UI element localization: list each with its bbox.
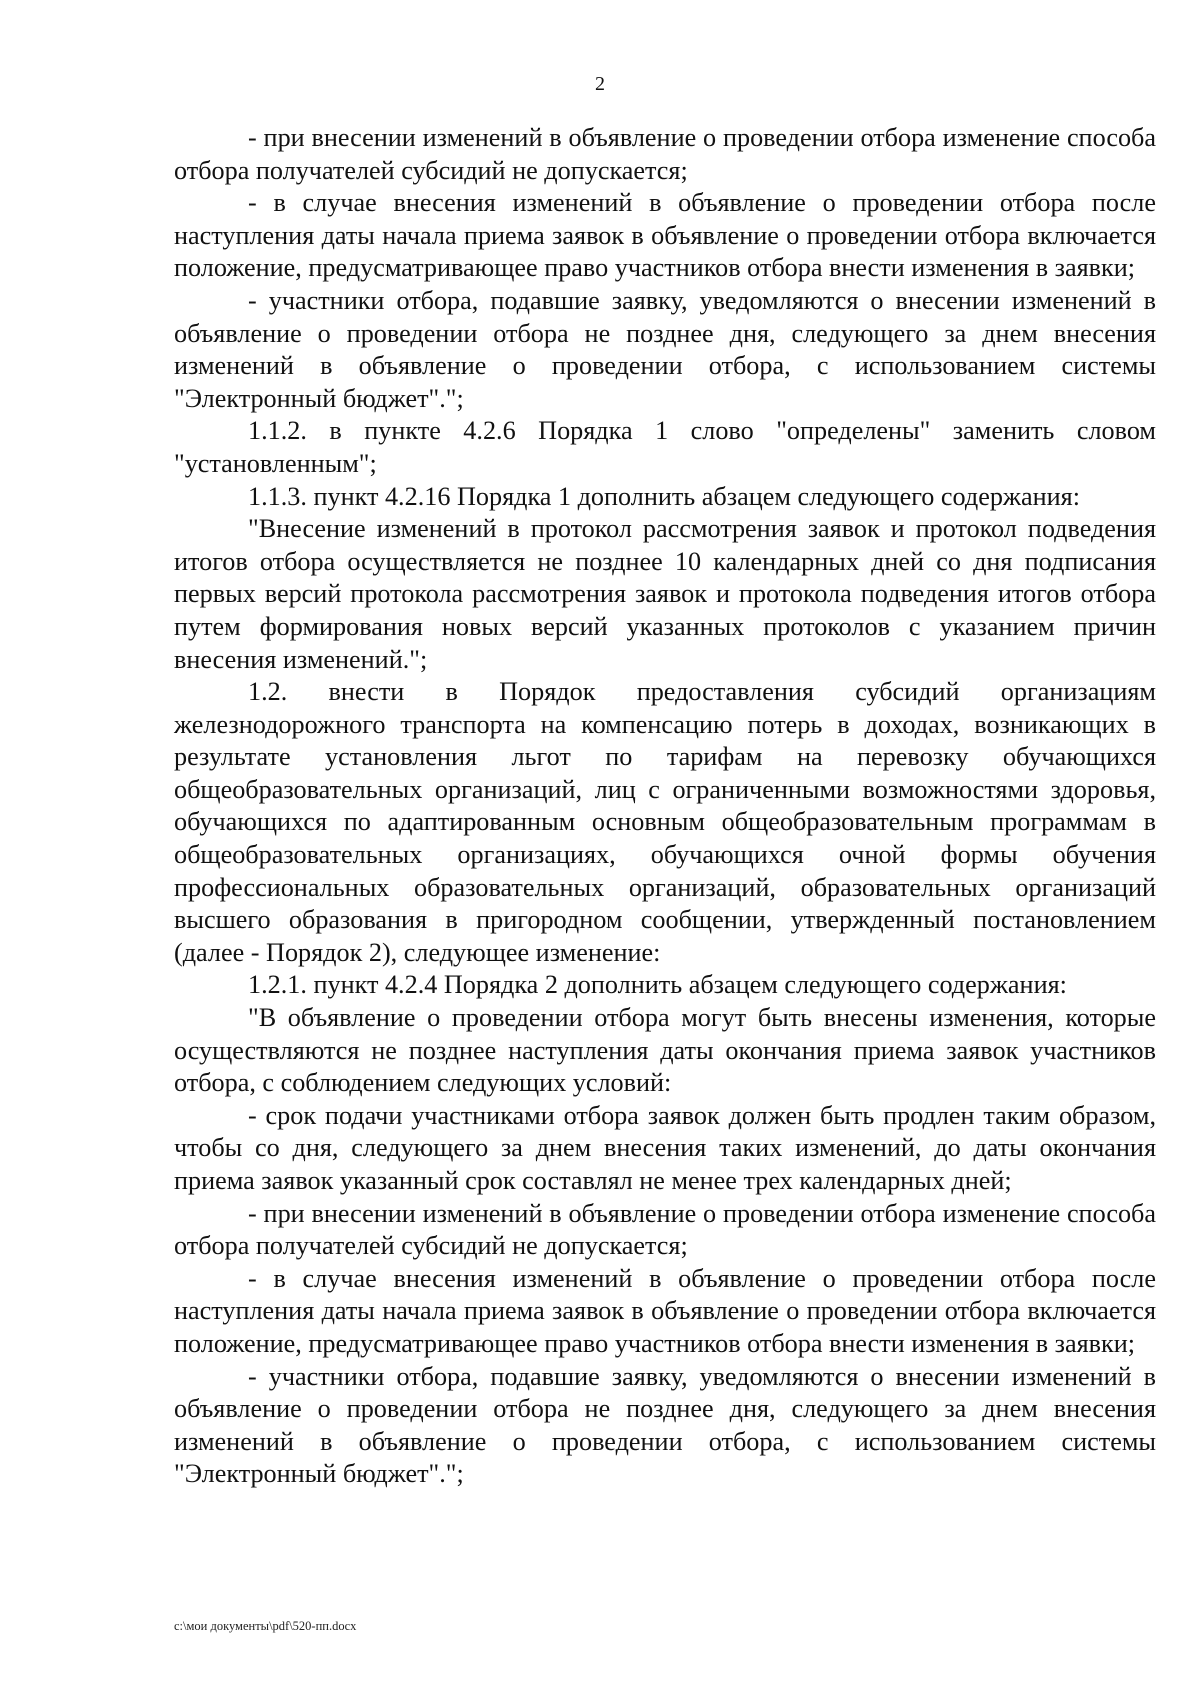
paragraph: - в случае внесения изменений в объявление о проведении отбора после наступления даты начала приема заявок в объявление о проведении отбора включается положение, предусматривающее право участников отбора внести изменения в заявки; — [174, 1263, 1156, 1358]
document-body — [174, 122, 1156, 1491]
paragraph: 1.2.1. пункт 4.2.4 Порядка 2 дополнить абзацем следующего содержания: — [248, 970, 1067, 1000]
paragraph: "Внесение изменений в протокол рассмотрения заявок и протокол подведения итогов отбора осуществляется не позднее 10 календарных дней со дня подписания первых версий протокола рассмотрения заявок и протокола подведения итогов отбора путем формирования новых версий указанных протоколов с указанием причин внесения изменений."; — [174, 514, 1156, 674]
paragraph: 1.1.3. пункт 4.2.16 Порядка 1 дополнить абзацем следующего содержания: — [248, 481, 1081, 511]
paragraph: - при внесении изменений в объявление о проведении отбора изменение способа отбора получателей субсидий не допускается; — [174, 1198, 1156, 1261]
paragraph: 1.1.2. в пункте 4.2.6 Порядка 1 слово "определены" заменить словом "установленным"; — [174, 416, 1156, 478]
footer-file-path: c:\мои документы\pdf\520-пп.docx — [174, 1619, 357, 1633]
page-number: 2 — [595, 73, 605, 95]
paragraph: "В объявление о проведении отбора могут быть внесены изменения, которые осуществляются не позднее наступления даты окончания приема заявок участников отбора, с соблюдением следующих условий: — [174, 1003, 1156, 1098]
paragraph: - в случае внесения изменений в объявление о проведении отбора после наступления даты начала приема заявок в объявление о проведении отбора включается положение, предусматривающее право участников отбора внести изменения в заявки; — [174, 188, 1156, 283]
paragraph: - участники отбора, подавшие заявку, уведомляются о внесении изменений в объявление о проведении отбора не позднее дня, следующего за днем внесения изменений в объявление о проведении отбора, с использованием системы "Электронный бюджет"."; — [174, 285, 1156, 413]
paragraph: - срок подачи участниками отбора заявок должен быть продлен таким образом, чтобы со дня, следующего за днем внесения таких изменений, до даты окончания приема заявок указанный срок составлял не менее трех календарных дней; — [174, 1100, 1156, 1195]
paragraph: - при внесении изменений в объявление о проведении отбора изменение способа отбора получателей субсидий не допускается; — [174, 123, 1156, 185]
paragraph: 1.2. внести в Порядок предоставления субсидий организациям железнодорожного транспорта на компенсацию потерь в доходах, возникающих в результате установления льгот по тарифам на перевозку обучающихся общеобразовательных организаций, лиц с ограниченными возможностями здоровья, обучающихся по адаптированным основным общеобразовательным программам в общеобразовательных организациях, обучающихся очной формы обучения профессиональных образовательных организаций, образовательных организаций высшего образования в пригородном сообщении, утвержденный постановлением (далее - Порядок 2), следующее изменение: — [174, 677, 1156, 967]
paragraph: - участники отбора, подавшие заявку, уведомляются о внесении изменений в объявление о проведении отбора не позднее дня, следующего за днем внесения изменений в объявление о проведении отбора, с использованием системы "Электронный бюджет"."; — [174, 1361, 1156, 1489]
